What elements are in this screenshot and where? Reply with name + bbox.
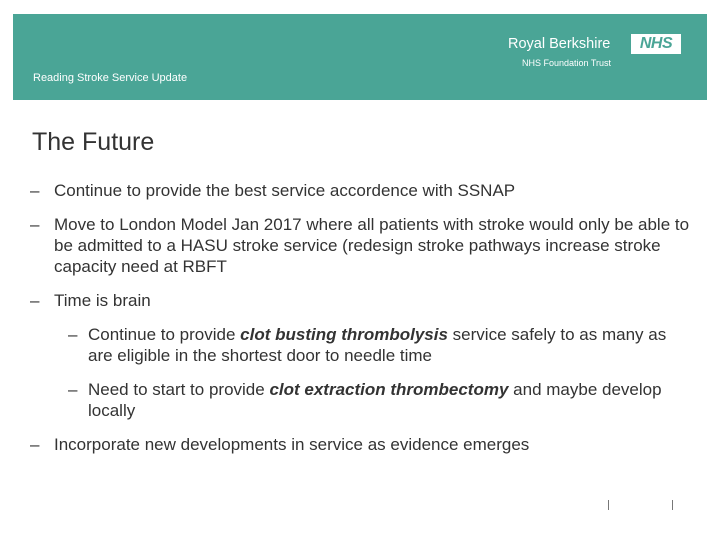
slide-title: The Future xyxy=(32,128,155,156)
bullet-text: Move to London Model Jan 2017 where all patients with stroke would only be able to be admitted to a HASU stroke service (redesign stroke pathways increase stroke capacity need at RBFT xyxy=(54,215,690,276)
bullet-text: Incorporate new developments in service as evidence emerges xyxy=(54,435,530,454)
bullet-item xyxy=(30,290,690,311)
dash-bullet-icon: – xyxy=(68,325,78,344)
dash-bullet-icon: – xyxy=(30,215,40,234)
sub-bullet-text-end: service safely to as many as are eligible in the shortest door to needle time xyxy=(88,325,667,365)
header-band xyxy=(13,14,707,100)
sub-bullet-item xyxy=(30,324,690,366)
bullet-text: Continue to provide the best service accordence with SSNAP xyxy=(54,181,516,200)
sub-bullet-text-end: and maybe develop locally xyxy=(88,380,662,420)
dash-bullet-icon: – xyxy=(30,181,40,200)
dash-bullet-icon: – xyxy=(30,291,40,310)
nhs-logo-text: NHS xyxy=(639,35,673,52)
bullet-text: Time is brain xyxy=(54,291,151,310)
nhs-trust-logo xyxy=(508,32,688,72)
logo-foundation-text: NHS Foundation Trust xyxy=(522,58,612,68)
sub-bullet-emphasis: clot extraction thrombectomy xyxy=(269,380,509,399)
footer-divider-left xyxy=(608,500,609,510)
header-subtitle: Reading Stroke Service Update xyxy=(33,72,188,84)
sub-bullet-text-start: Need to start to provide xyxy=(88,380,270,399)
dash-bullet-icon: – xyxy=(30,435,40,454)
bullet-item xyxy=(30,434,690,455)
logo-trust-name: Royal Berkshire xyxy=(508,36,611,52)
footer-divider-right xyxy=(672,500,673,510)
sub-bullet-text-start: Continue to provide xyxy=(88,325,241,344)
sub-bullet-item xyxy=(30,379,690,421)
bullet-item xyxy=(30,214,690,277)
bullet-list xyxy=(30,180,690,468)
bullet-item xyxy=(30,180,690,201)
sub-bullet-emphasis: clot busting thrombolysis xyxy=(240,325,448,344)
nhs-logo-box xyxy=(631,34,681,54)
dash-bullet-icon: – xyxy=(68,380,78,399)
